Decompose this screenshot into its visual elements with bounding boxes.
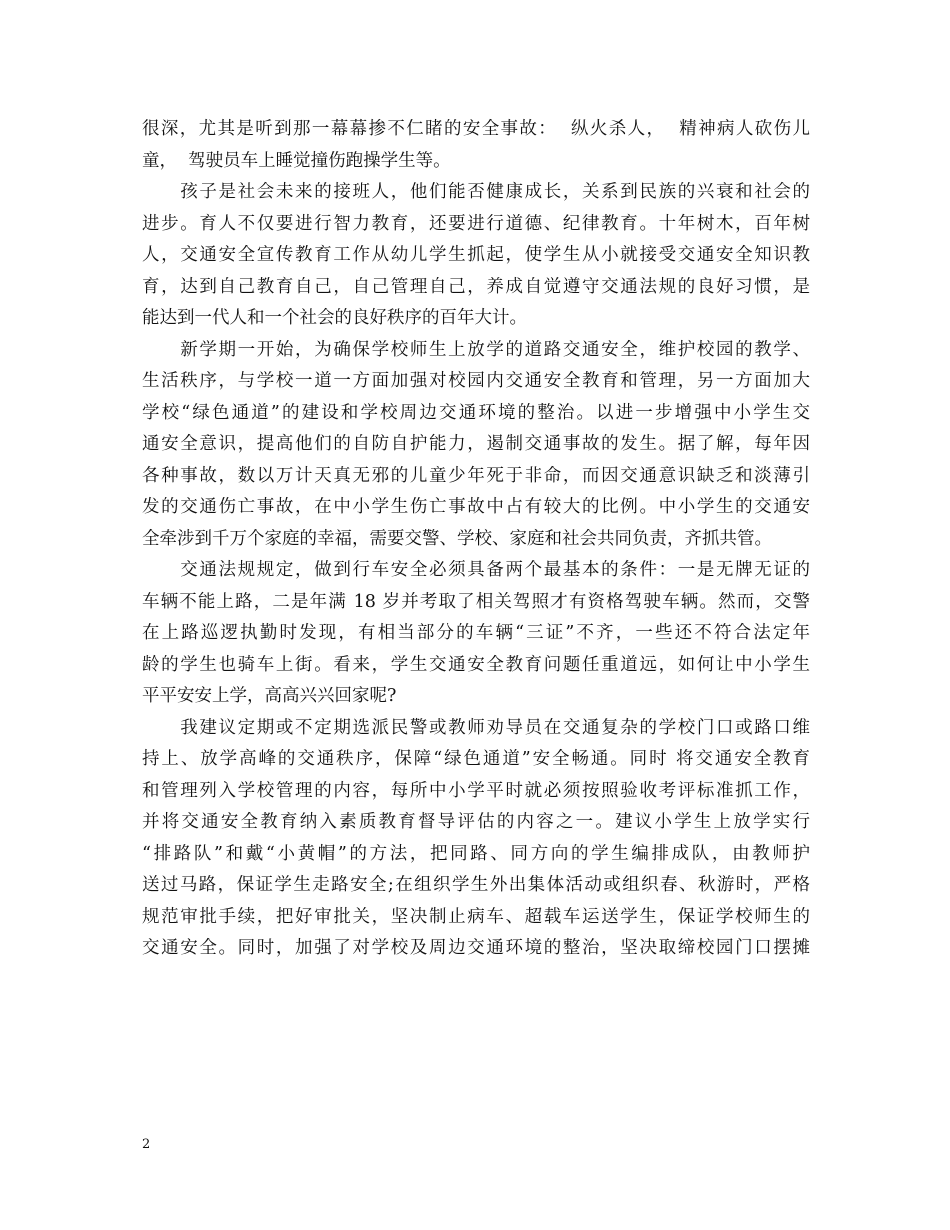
paragraph	[142, 335, 810, 556]
paragraph	[142, 114, 810, 177]
page-number: 2	[142, 1137, 151, 1152]
text-line: 交通安全。同时，加强了对学校及周边交通环境的整治，坚决取缔校园门口摆摊	[142, 938, 810, 958]
text-line: 交通法规规定，做到行车安全必须具备两个最基本的条件：一是无牌无证的	[142, 560, 810, 580]
text-line: 通安全意识，提高他们的自防自护能力，遏制交通事故的发生。据了解，每年因	[142, 434, 810, 454]
text-line: 人，交通安全宣传教育工作从幼儿学生抓起，使学生从小就接受交通安全知识教	[142, 245, 810, 265]
text-line: 生活秩序，与学校一道一方面加强对校园内交通安全教育和管理，另一方面加大	[142, 371, 810, 391]
text-line: 平平安安上学，高高兴兴回家呢?	[142, 686, 397, 706]
text-line: 车辆不能上路，二是年满 18 岁并考取了相关驾照才有资格驾驶车辆。然而，交警	[142, 591, 810, 612]
text-line: 全牵涉到千万个家庭的幸福，需要交警、学校、家庭和社会共同负责，齐抓共管。	[142, 528, 772, 549]
text-line: 能达到一代人和一个社会的良好秩序的百年大计。	[142, 308, 527, 328]
text-line: 我建议定期或不定期选派民警或教师劝导员在交通复杂的学校门口或路口维	[142, 717, 810, 738]
text-line: 学校“绿色通道”的建设和学校周边交通环境的整治。以进一步增强中小学生交	[142, 402, 810, 423]
text-line: 新学期一开始，为确保学校师生上放学的道路交通安全，维护校园的教学、	[142, 339, 810, 360]
text-line: 各种事故，数以万计天真无邪的儿童少年死于非命，而因交通意识缺乏和淡薄引	[142, 465, 810, 486]
text-line: 持上、放学高峰的交通秩序，保障“绿色通道”安全畅通。同时 将交通安全教育	[142, 749, 810, 769]
text-line: 在上路巡逻执勤时发现，有相当部分的车辆“三证”不齐，一些还不符合法定年	[142, 623, 810, 643]
paragraph	[142, 713, 810, 965]
paragraph	[142, 177, 810, 335]
text-line: 育，达到自己教育自己，自己管理自己，养成自觉遵守交通法规的良好习惯，是	[142, 276, 810, 297]
text-line: 很深，尤其是听到那一幕幕掺不仁睹的安全事故： 纵火杀人， 精神病人砍伤儿	[142, 119, 810, 139]
text-line: 送过马路，保证学生走路安全;在组织学生外出集体活动或组织春、秋游时，严格	[142, 875, 810, 895]
text-line: 规范审批手续，把好审批关，坚决制止病车、超载车运送学生，保证学校师生的	[142, 906, 810, 927]
text-line: 龄的学生也骑车上街。看来，学生交通安全教育问题任重道远，如何让中小学生	[142, 654, 810, 675]
document-body	[142, 114, 810, 965]
text-line: 发的交通伤亡事故，在中小学生伤亡事故中占有较大的比例。中小学生的交通安	[142, 497, 810, 517]
paragraph	[142, 555, 810, 713]
text-line: 并将交通安全教育纳入素质教育督导评估的内容之一。建议小学生上放学实行	[142, 812, 810, 832]
text-line: “排路队”和戴“小黄帽”的方法，把同路、同方向的学生编排成队，由教师护	[142, 843, 810, 864]
text-line: 孩子是社会未来的接班人，他们能否健康成长，关系到民族的兴衰和社会的	[142, 182, 810, 202]
text-line: 和管理列入学校管理的内容，每所中小学平时就必须按照验收考评标准抓工作，	[142, 780, 810, 801]
text-line: 进步。育人不仅要进行智力教育，还要进行道德、纪律教育。十年树木，百年树	[142, 213, 810, 234]
text-line: 童， 驾驶员车上睡觉撞伤跑操学生等。	[142, 150, 451, 171]
